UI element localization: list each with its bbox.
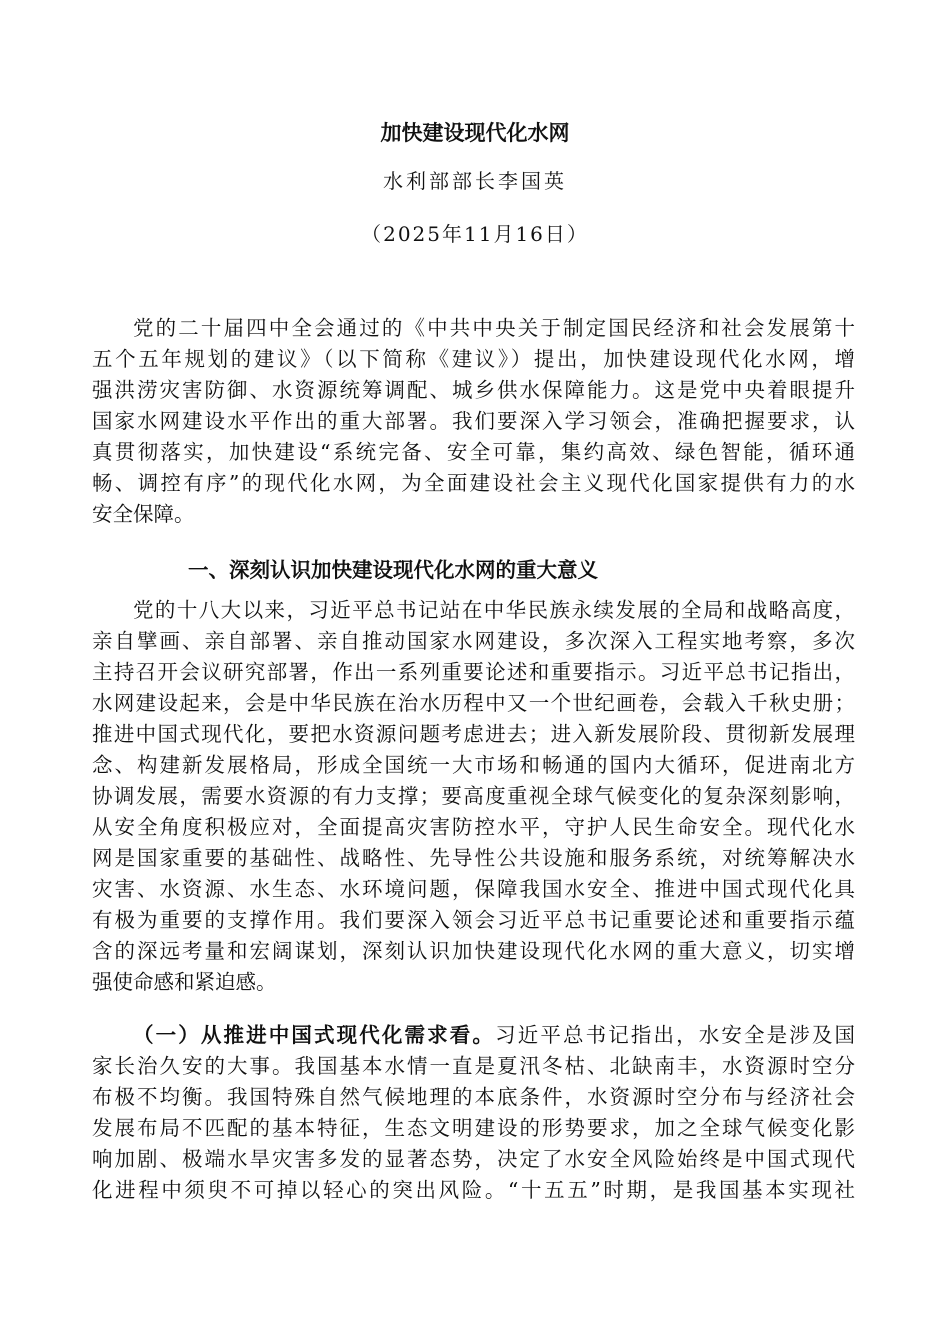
document-title: 加快建设现代化水网 (380, 120, 570, 145)
paragraph-line: 协调发展，需要水资源的有力支撑；要高度重视全球气候变化的复杂深刻影响， (92, 784, 855, 808)
paragraph-line: 强使命感和紧迫感。 (92, 970, 277, 994)
section-heading: 一、深刻认识加快建设现代化水网的重大意义 (188, 558, 598, 582)
paragraph-line: 畅、调控有序”的现代化水网，为全面建设社会主义现代化国家提供有力的水 (92, 471, 855, 495)
paragraph-line: 亲自擘画、亲自部署、亲自推动国家水网建设，多次深入工程实地考察，多次 (92, 629, 855, 653)
paragraph-line: 强洪涝灾害防御、水资源统筹调配、城乡供水保障能力。这是党中央着眼提升 (92, 378, 855, 402)
paragraph-line: 含的深远考量和宏阔谋划，深刻认识加快建设现代化水网的重大意义，切实增 (92, 939, 855, 963)
paragraph-line (133, 1020, 855, 1050)
paragraph-line: 布极不均衡。我国特殊自然气候地理的本底条件，水资源时空分布与经济社会 (92, 1085, 855, 1109)
paragraph-line: 安全保障。 (92, 502, 195, 526)
document-date: （2025年11月16日） (361, 222, 589, 246)
subsection-first-line-rest: 习近平总书记指出，水安全是涉及国 (495, 1023, 856, 1047)
paragraph-line: 有极为重要的支撑作用。我们要深入领会习近平总书记重要论述和重要指示蕴 (92, 908, 855, 932)
paragraph-line: 家长治久安的大事。我国基本水情一直是夏汛冬枯、北缺南丰，水资源时空分 (92, 1054, 855, 1078)
paragraph-line: 五个五年规划的建议》（以下简称《建议》）提出，加快建设现代化水网，增 (92, 347, 855, 371)
paragraph-line: 党的十八大以来，习近平总书记站在中华民族永续发展的全局和战略高度， (133, 598, 855, 622)
paragraph-line: 真贯彻落实，加快建设“系统完备、安全可靠，集约高效、绿色智能，循环通 (92, 440, 855, 464)
paragraph-line: 水网建设起来，会是中华民族在治水历程中又一个世纪画卷，会载入千秋史册； (92, 691, 855, 715)
document-author: 水利部部长李国英 (383, 169, 567, 193)
subsection-lead: （一）从推进中国式现代化需求看。 (133, 1023, 496, 1047)
paragraph-line: 响加剧、极端水旱灾害多发的显著态势，决定了水安全风险始终是中国式现代 (92, 1147, 855, 1171)
paragraph-line: 国家水网建设水平作出的重大部署。我们要深入学习领会，准确把握要求，认 (92, 409, 855, 433)
paragraph-line: 网是国家重要的基础性、战略性、先导性公共设施和服务系统，对统筹解决水 (92, 846, 855, 870)
paragraph-line: 灾害、水资源、水生态、水环境问题，保障我国水安全、推进中国式现代化具 (92, 877, 855, 901)
paragraph-line: 推进中国式现代化，要把水资源问题考虑进去；进入新发展阶段、贯彻新发展理 (92, 722, 855, 746)
paragraph-line: 主持召开会议研究部署，作出一系列重要论述和重要指示。习近平总书记指出， (92, 660, 855, 684)
paragraph-line: 念、构建新发展格局，形成全国统一大市场和畅通的国内大循环，促进南北方 (92, 753, 855, 777)
paragraph-line: 化进程中须臾不可掉以轻心的突出风险。“十五五”时期，是我国基本实现社 (92, 1178, 855, 1202)
paragraph-line: 党的二十届四中全会通过的《中共中央关于制定国民经济和社会发展第十 (133, 316, 855, 340)
paragraph-line: 从安全角度积极应对，全面提高灾害防控水平，守护人民生命安全。现代化水 (92, 815, 855, 839)
paragraph-line: 发展布局不匹配的基本特征，生态文明建设的形势要求，加之全球气候变化影 (92, 1116, 855, 1140)
